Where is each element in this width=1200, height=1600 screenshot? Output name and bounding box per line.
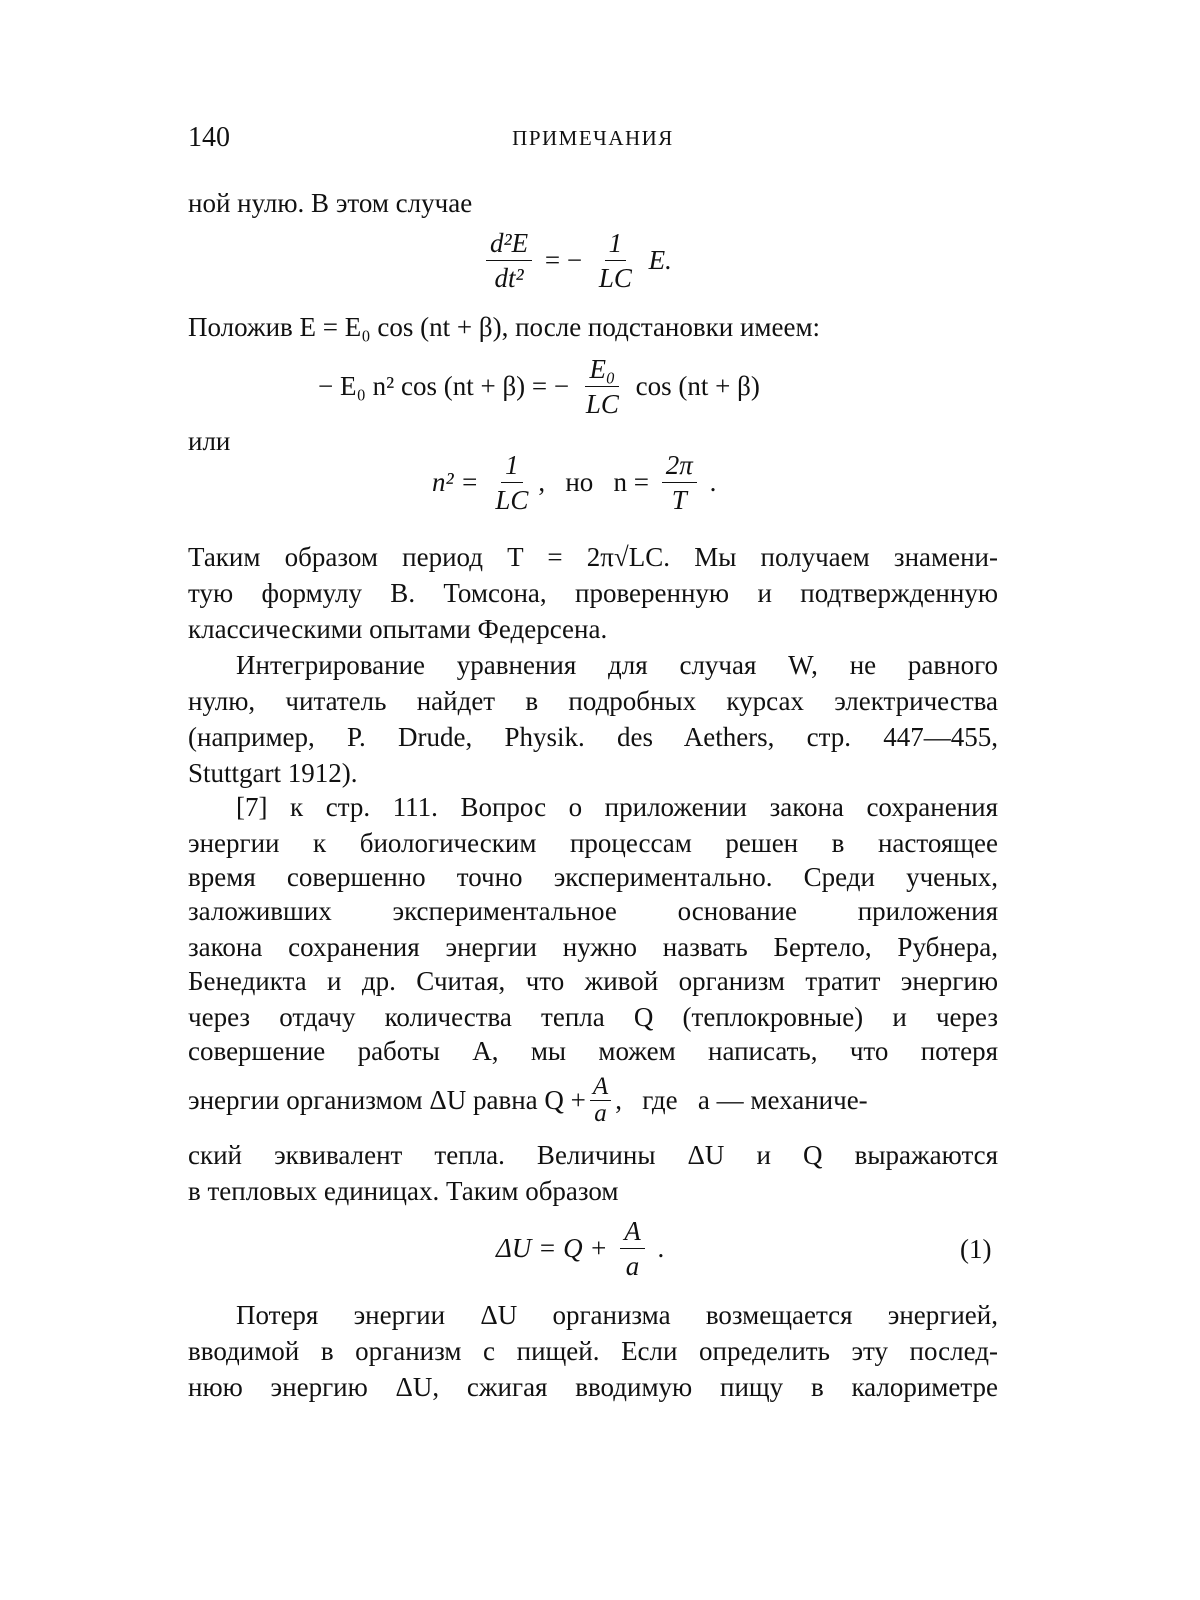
- term: .: [651, 1233, 665, 1264]
- text-line: Stuttgart 1912).: [188, 756, 998, 790]
- text-segment: , где a — механиче-: [615, 1085, 867, 1116]
- text-segment: энергии организмом ΔU равна Q +: [188, 1085, 586, 1116]
- equation-2: [318, 354, 760, 419]
- text-line: заложивших экспериментальное основание приложения: [188, 894, 998, 928]
- term: , но n =: [538, 467, 655, 498]
- term: E.: [642, 245, 672, 276]
- text-line: нюю энергию ΔU, сжигая вводимую пищу в калориметре: [188, 1370, 998, 1404]
- text-line: Бенедикта и др. Считая, что живой организм тратит энергию: [188, 964, 998, 998]
- text-line: через отдачу количества тепла Q (теплокровные) и через: [188, 1000, 998, 1034]
- text-line: (например, P. Drude, Physik. des Aethers, стр. 447—455,: [188, 720, 998, 754]
- numerator: 1: [605, 228, 627, 261]
- equation-number: (1): [960, 1234, 991, 1265]
- text-line: Потеря энергии ΔU организма возмещается энергией,: [236, 1298, 998, 1332]
- numerator: d²E: [486, 228, 532, 261]
- fraction: [491, 450, 532, 515]
- running-head: ПРИМЕЧАНИЯ: [188, 126, 998, 151]
- term: ΔU = Q +: [496, 1233, 614, 1264]
- term: n² =: [432, 467, 485, 498]
- numerator: A: [620, 1216, 645, 1249]
- text-line: Положив E = E₀ cos (nt + β), после подстановки имеем:: [188, 310, 998, 344]
- text-line: тую формулу В. Томсона, проверенную и подтвержденную: [188, 576, 998, 610]
- text-line: [7] к стр. 111. Вопрос о приложении закона сохранения: [236, 790, 998, 824]
- denominator: dt²: [490, 261, 527, 293]
- text-line: ной нулю. В этом случае: [188, 186, 998, 220]
- denominator: LC: [595, 261, 636, 293]
- fraction: [486, 228, 532, 293]
- text-line: совершение работы A, мы можем написать, что потеря: [188, 1034, 998, 1068]
- text-line: или: [188, 424, 998, 458]
- page-number: 140: [188, 122, 230, 154]
- denominator: a: [591, 1101, 610, 1127]
- text-line: энергии к биологическим процессам решен в настоящее: [188, 826, 998, 860]
- term: cos (nt + β): [629, 371, 760, 402]
- numerator: 2π: [662, 450, 697, 483]
- fraction: [595, 228, 636, 293]
- text-line: закона сохранения энергии нужно назвать Бертело, Рубнера,: [188, 930, 998, 964]
- term: − E₀ n² cos (nt + β) = −: [318, 371, 576, 402]
- text-line: нулю, читатель найдет в подробных курсах электричества: [188, 684, 998, 718]
- numerator: A: [590, 1074, 611, 1101]
- text-line: в тепловых единицах. Таким образом: [188, 1174, 998, 1208]
- text-line: вводимой в организм с пищей. Если определить эту послед-: [188, 1334, 998, 1368]
- equation-3: [432, 450, 716, 515]
- equation-4: [496, 1216, 664, 1281]
- operator: = −: [538, 245, 589, 276]
- text-line-with-fraction: [188, 1074, 998, 1127]
- text-line: Интегрирование уравнения для случая W, не равного: [236, 648, 998, 682]
- text-line: классическими опытами Федерсена.: [188, 612, 998, 646]
- fraction: [590, 1074, 611, 1127]
- fraction: [620, 1216, 645, 1281]
- book-page: [0, 0, 1200, 1600]
- denominator: T: [668, 483, 691, 515]
- numerator: 1: [501, 450, 523, 483]
- fraction: [662, 450, 697, 515]
- term: .: [703, 467, 717, 498]
- text-line: ский эквивалент тепла. Величины ΔU и Q выражаются: [188, 1138, 998, 1172]
- denominator: a: [622, 1249, 644, 1281]
- denominator: LC: [582, 387, 623, 419]
- fraction: [582, 354, 623, 419]
- text-line: время совершенно точно экспериментально. Среди ученых,: [188, 860, 998, 894]
- page-header: [188, 122, 998, 162]
- equation-1: [480, 228, 672, 293]
- numerator: E₀: [585, 354, 619, 387]
- denominator: LC: [491, 483, 532, 515]
- text-line: Таким образом период T = 2π√LC. Мы получаем знамени-: [188, 540, 998, 574]
